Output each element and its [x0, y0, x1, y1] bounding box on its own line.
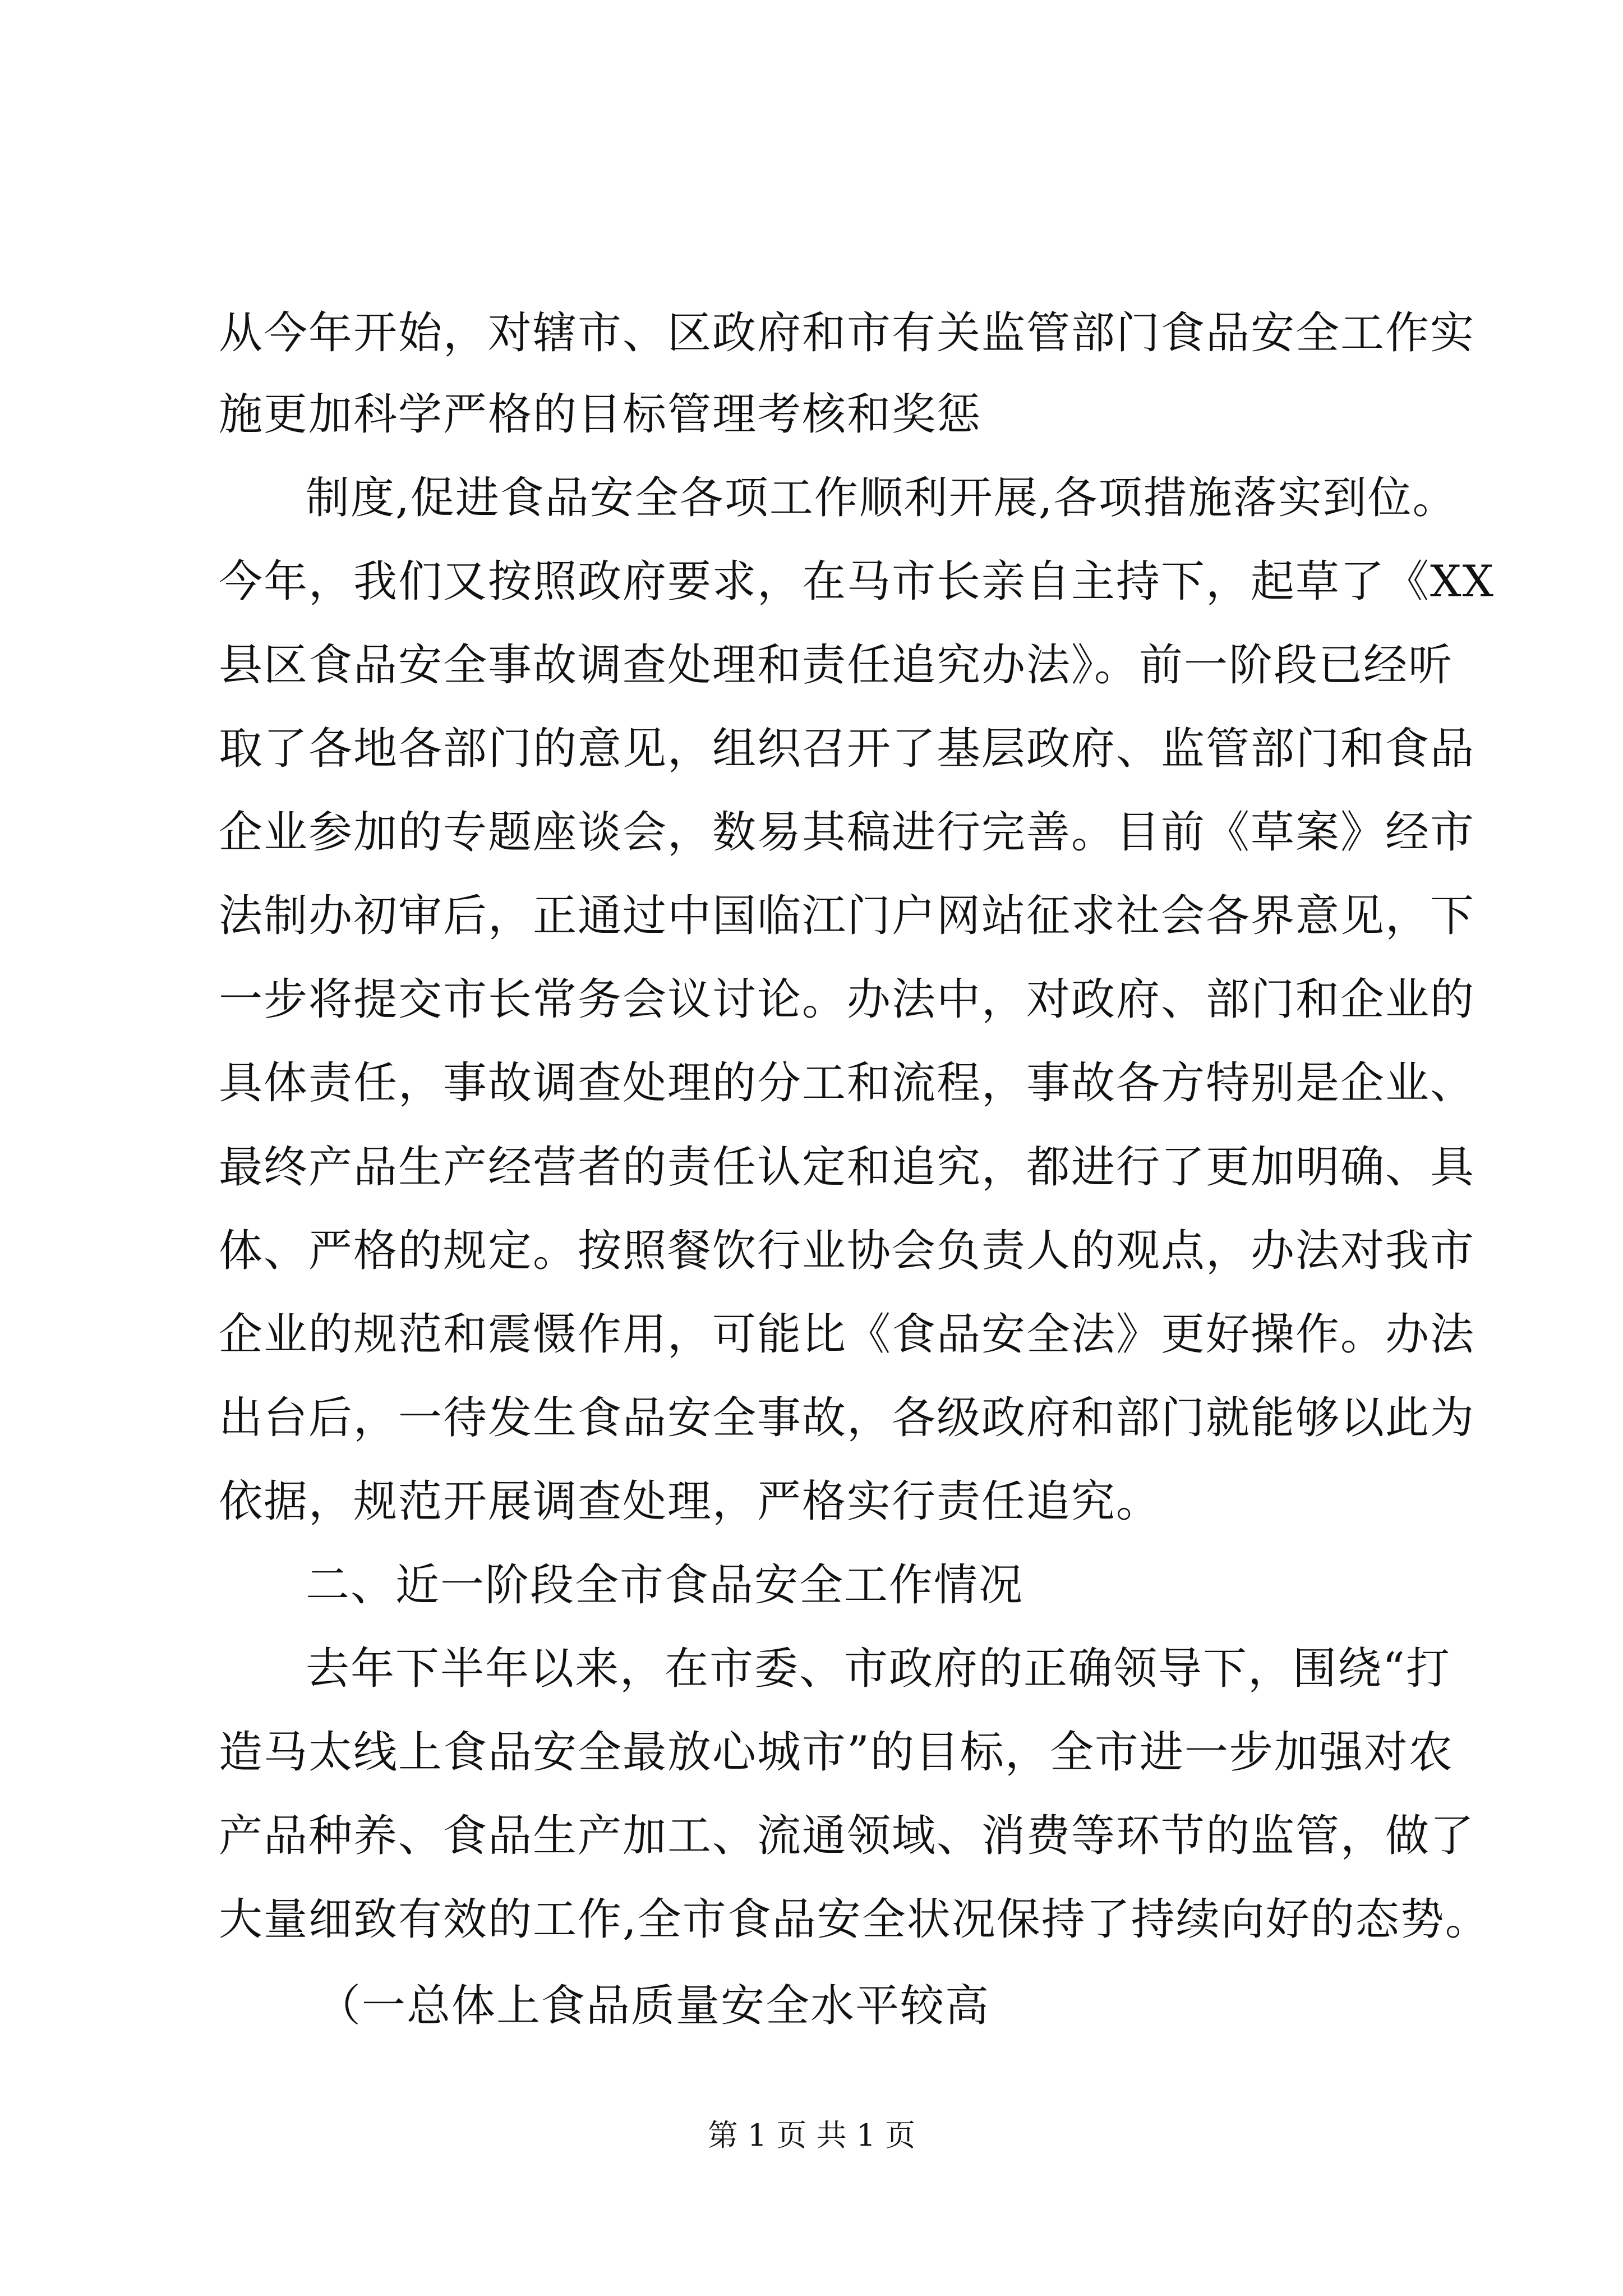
text-line: 体、严格的规定。按照餐饮行业协会负责人的观点，办法对我市	[219, 1226, 1476, 1276]
text-line: 依据，规范开展调查处理，严格实行责任追究。	[219, 1476, 1161, 1527]
text-line: 企业参加的专题座谈会，数易其稿进行完善。目前《草案》经市	[219, 807, 1476, 858]
text-line: 今年，我们又按照政府要求，在马市长亲自主持下，起草了《XX	[219, 556, 1495, 607]
page-number-footer: 第 1 页 共 1 页	[707, 2118, 916, 2153]
text-line: 县区食品安全事故调查处理和责任追究办法》。前一阶段已经听	[219, 640, 1454, 691]
text-line: 取了各地各部门的意见，组织召开了基层政府、监管部门和食品	[219, 724, 1476, 774]
text-line: 企业的规范和震慑作用，可能比《食品安全法》更好操作。办法	[219, 1309, 1476, 1360]
text-line: 法制办初审后，正通过中国临江门户网站征求社会各界意见，下	[219, 891, 1476, 941]
text-line: 施更加科学严格的目标管理考核和奖惩	[219, 389, 982, 440]
subsection-heading: （一总体上食品质量安全水平较高	[317, 1981, 990, 2031]
text-line: 造马太线上食品安全最放心城市”的目标，全市进一步加强对农	[219, 1727, 1454, 1778]
paragraph-start-line: 制度,促进食品安全各项工作顺利开展,各项措施落实到位。	[306, 473, 1458, 523]
section-heading: 二、近一阶段全市食品安全工作情况	[306, 1560, 1024, 1611]
text-line: 出台后，一待发生食品安全事故，各级政府和部门就能够以此为	[219, 1393, 1476, 1443]
text-line: 一步将提交市长常务会议讨论。办法中，对政府、部门和企业的	[219, 974, 1476, 1025]
text-line: 产品种养、食品生产加工、流通领域、消费等环节的监管，做了	[219, 1811, 1476, 1861]
text-line: 最终产品生产经营者的责任认定和追究，都进行了更加明确、具	[219, 1142, 1476, 1193]
text-line: 具体责任，事故调查处理的分工和流程，事故各方特别是企业、	[219, 1058, 1476, 1108]
text-line: 从今年开始，对辖市、区政府和市有关监管部门食品安全工作实	[219, 308, 1476, 358]
text-line: 大量细致有效的工作,全市食品安全状况保持了持续向好的态势。	[219, 1894, 1490, 1945]
paragraph-start-line: 去年下半年以来，在市委、市政府的正确领导下，围绕“打	[306, 1644, 1451, 1694]
